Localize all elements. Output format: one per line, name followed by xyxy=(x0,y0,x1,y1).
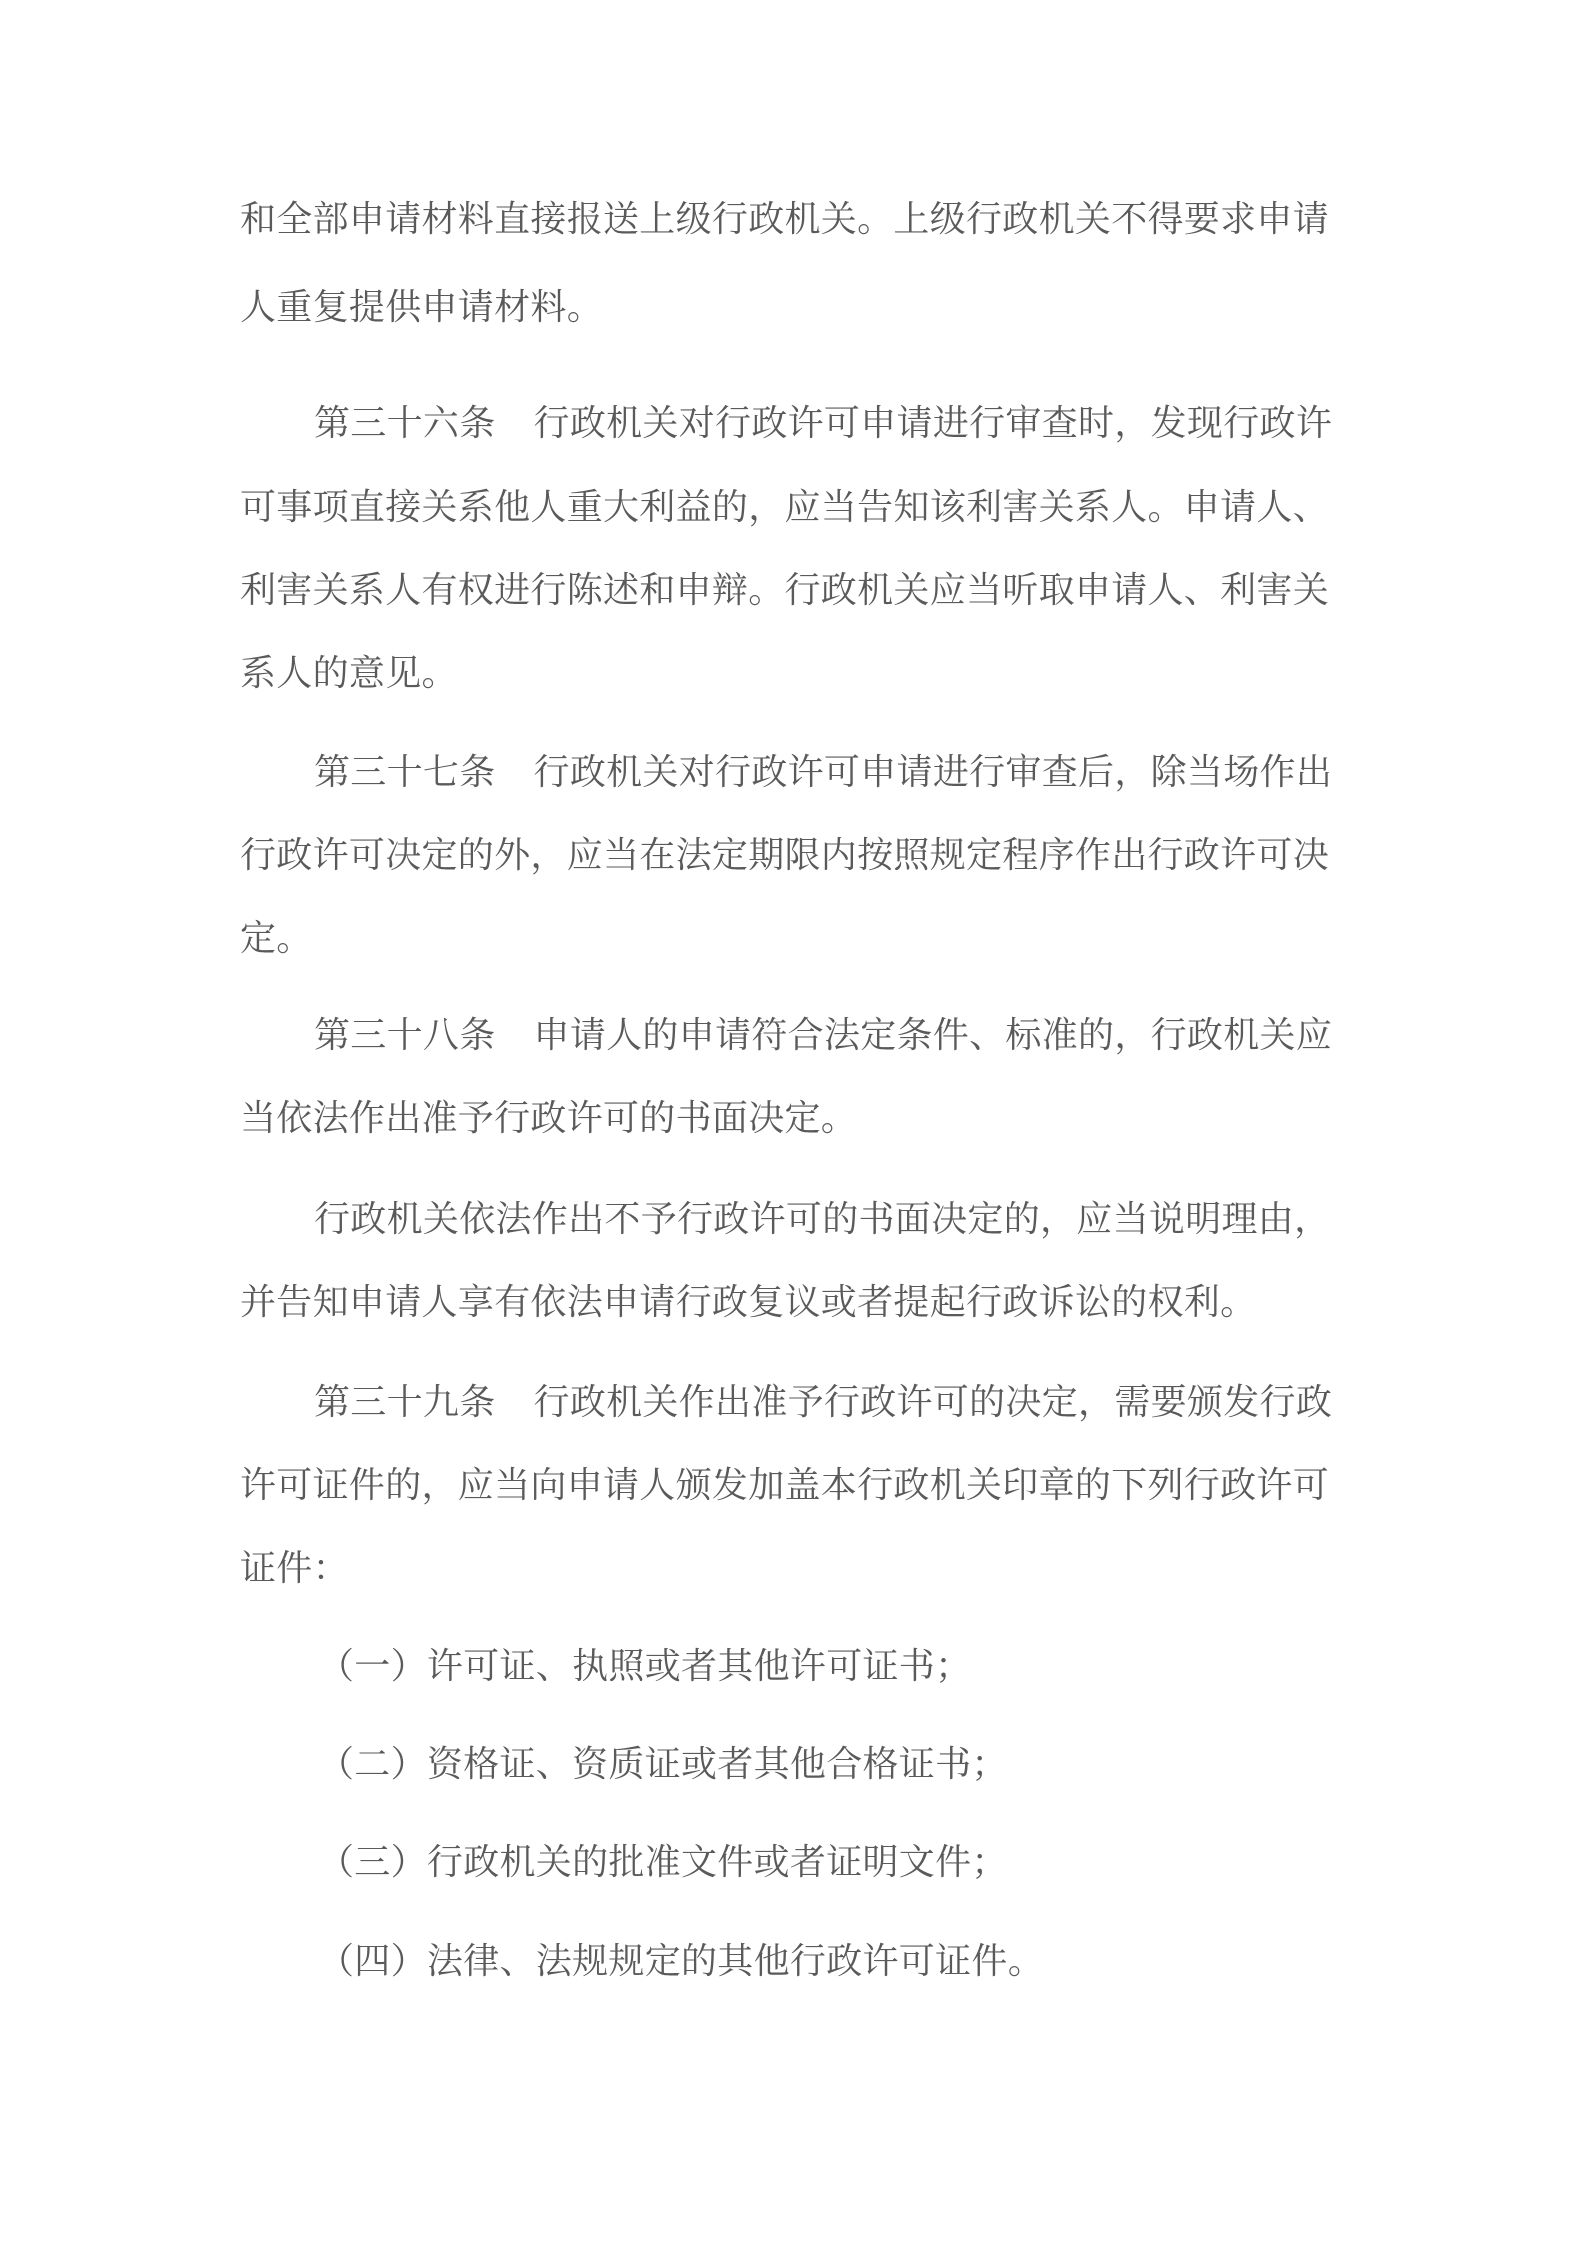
text-line: 定。 xyxy=(240,918,313,959)
article-38-first-line xyxy=(314,1014,1332,1058)
text-line: 人重复提供申请材料。 xyxy=(240,287,604,328)
text-line: 当依法作出准予行政许可的书面决定。 xyxy=(240,1098,858,1139)
article-number: 第三十七条 xyxy=(314,752,496,793)
article-37-first-line xyxy=(314,751,1332,795)
article-number: 第三十八条 xyxy=(314,1015,496,1056)
text-line: 可事项直接关系他人重大利益的，应当告知该利害关系人。申请人、 xyxy=(240,487,1330,528)
text-line: 系人的意见。 xyxy=(240,653,458,694)
article-39-first-line xyxy=(314,1381,1332,1425)
list-item: （一）许可证、执照或者其他许可证书； xyxy=(318,1646,972,1687)
text-line: 和全部申请材料直接报送上级行政机关。上级行政机关不得要求申请 xyxy=(240,199,1330,240)
text-line: 行政许可决定的外，应当在法定期限内按照规定程序作出行政许可决 xyxy=(240,835,1330,876)
text-line: 并告知申请人享有依法申请行政复议或者提起行政诉讼的权利。 xyxy=(240,1282,1257,1323)
text-line: 利害关系人有权进行陈述和申辩。行政机关应当听取申请人、利害关 xyxy=(240,570,1330,611)
article-number: 第三十九条 xyxy=(314,1382,496,1423)
text-line: 行政机关对行政许可申请进行审查时，发现行政许 xyxy=(533,403,1333,444)
text-line: 申请人的申请符合法定条件、标准的，行政机关应 xyxy=(533,1015,1333,1056)
article-36-first-line xyxy=(314,402,1332,446)
list-item: （三）行政机关的批准文件或者证明文件； xyxy=(318,1842,1008,1883)
text-line: 许可证件的，应当向申请人颁发加盖本行政机关印章的下列行政许可 xyxy=(240,1465,1330,1506)
article-number: 第三十六条 xyxy=(314,403,496,444)
text-line: 行政机关作出准予行政许可的决定，需要颁发行政 xyxy=(533,1382,1333,1423)
list-item: （二）资格证、资质证或者其他合格证书； xyxy=(318,1744,1008,1785)
list-item: （四）法律、法规规定的其他行政许可证件。 xyxy=(318,1941,1045,1982)
text-line: 行政机关对行政许可申请进行审查后，除当场作出 xyxy=(533,752,1333,793)
text-line: 行政机关依法作出不予行政许可的书面决定的，应当说明理由， xyxy=(314,1199,1331,1240)
text-line: 证件： xyxy=(240,1548,349,1589)
